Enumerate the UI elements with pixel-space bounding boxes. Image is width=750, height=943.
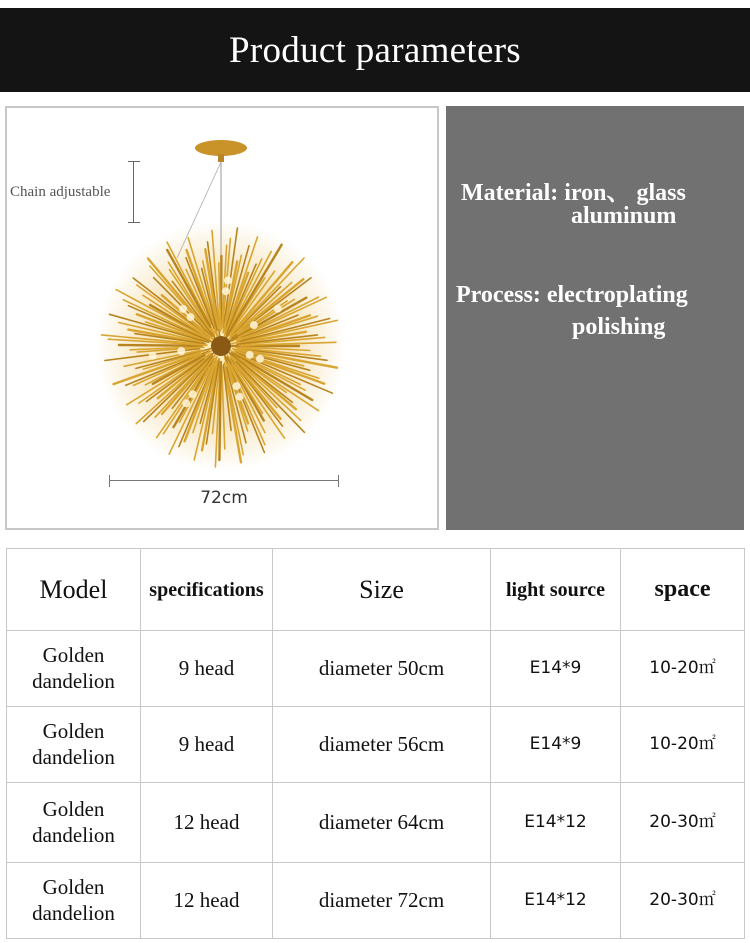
- width-dimension-line: [109, 480, 339, 481]
- model-cell: [7, 707, 141, 783]
- header-banner: [0, 8, 750, 92]
- spec-cell: 12 head: [141, 863, 273, 939]
- table-header-row: [7, 549, 745, 631]
- size-cell: diameter 50cm: [273, 631, 491, 707]
- chandelier-illustration: [7, 108, 437, 528]
- model-line-1: Golden: [42, 797, 105, 822]
- width-dimension-label: 72cm: [200, 488, 248, 508]
- header-model: Model: [7, 549, 141, 631]
- chandelier-hub: [211, 336, 231, 356]
- page-title: Product parameters: [228, 29, 522, 71]
- bulb: [224, 276, 232, 284]
- process-line-2: polishing: [572, 314, 666, 340]
- bulb: [274, 305, 282, 313]
- model-line-1: Golden: [42, 719, 105, 744]
- header-size: Size: [273, 549, 491, 631]
- process-line-1: Process: electroplating: [456, 282, 688, 308]
- table-row: [7, 631, 745, 707]
- table-row: [7, 863, 745, 939]
- material-line-2: aluminum: [571, 203, 677, 229]
- model-cell: [7, 631, 141, 707]
- spec-cell: 12 head: [141, 783, 273, 863]
- material-line-1: Material: iron、 glass: [461, 180, 686, 206]
- chandelier-spike: [119, 345, 202, 346]
- light-source-cell: E14*9: [491, 707, 621, 783]
- chain-height-bracket: [133, 161, 134, 223]
- spec-cell: 9 head: [141, 631, 273, 707]
- size-cell: diameter 56cm: [273, 707, 491, 783]
- bulb: [177, 347, 185, 355]
- model-line-1: Golden: [42, 875, 105, 900]
- light-source-cell: E14*12: [491, 783, 621, 863]
- material-info-panel: [446, 106, 744, 530]
- bulb: [182, 399, 190, 407]
- model-line-2: dandelion: [32, 822, 115, 847]
- light-source-cell: E14*12: [491, 863, 621, 939]
- chandelier-spike: [219, 362, 220, 460]
- bulb: [187, 313, 195, 321]
- space-cell: 10-20㎡: [621, 707, 745, 783]
- header-light-source: light source: [491, 549, 621, 631]
- bulb: [179, 305, 187, 313]
- product-image-panel: [5, 106, 439, 530]
- bulb: [256, 355, 264, 363]
- model-cell: [7, 783, 141, 863]
- chain-adjustable-label: Chain adjustable: [10, 184, 111, 200]
- light-source-cell: E14*9: [491, 631, 621, 707]
- spec-table: [6, 548, 745, 939]
- model-cell: [7, 863, 141, 939]
- space-cell: 20-30㎡: [621, 863, 745, 939]
- bulb: [233, 382, 241, 390]
- bulb: [149, 352, 157, 360]
- model-line-2: dandelion: [32, 668, 115, 693]
- size-cell: diameter 72cm: [273, 863, 491, 939]
- canopy-stem: [218, 154, 224, 162]
- bulb: [250, 321, 258, 329]
- header-space: space: [621, 549, 745, 631]
- table-row: [7, 707, 745, 783]
- space-cell: 10-20㎡: [621, 631, 745, 707]
- model-line-2: dandelion: [32, 900, 115, 925]
- bulb: [246, 351, 254, 359]
- space-cell: 20-30㎡: [621, 783, 745, 863]
- header-specifications: specifications: [141, 549, 273, 631]
- bulb: [189, 390, 197, 398]
- ceiling-canopy: [195, 140, 247, 156]
- bulb: [222, 287, 230, 295]
- bulb: [236, 393, 244, 401]
- model-line-2: dandelion: [32, 744, 115, 769]
- size-cell: diameter 64cm: [273, 783, 491, 863]
- spec-cell: 9 head: [141, 707, 273, 783]
- table-row: [7, 783, 745, 863]
- model-line-1: Golden: [42, 643, 105, 668]
